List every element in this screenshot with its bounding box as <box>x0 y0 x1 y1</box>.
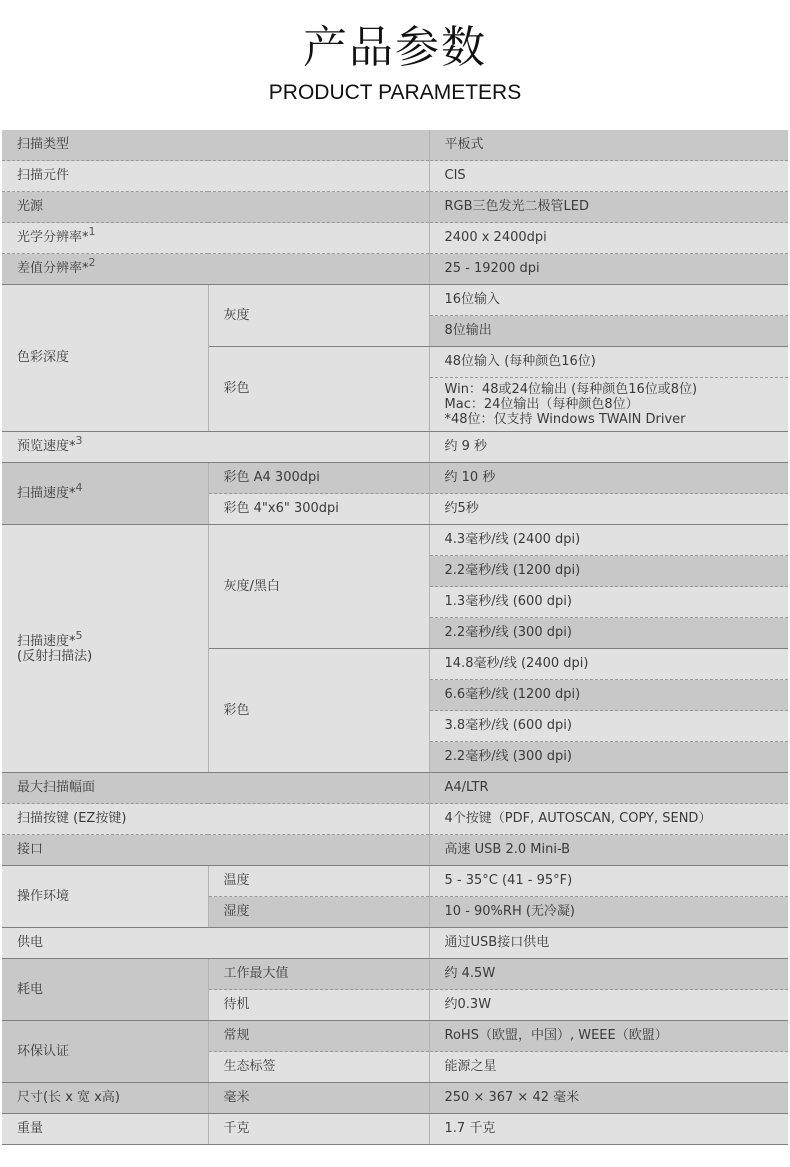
spec-sublabel: 工作最大值 <box>208 959 429 990</box>
spec-sublabel: 彩色 <box>208 347 429 432</box>
spec-value: 14.8毫秒/线 (2400 dpi) <box>429 649 788 680</box>
footnote-marker: 2 <box>88 256 96 269</box>
footnote-marker: 5 <box>75 628 83 642</box>
spec-label: 最大扫描幅面 <box>2 773 429 804</box>
spec-value: 通过USB接口供电 <box>429 928 788 959</box>
spec-value-multiline <box>429 378 788 432</box>
spec-sublabel: 灰度 <box>208 285 429 347</box>
footnote-asterisk: * <box>69 633 76 649</box>
value-line: *48位：仅支持 Windows TWAIN Driver <box>444 412 686 427</box>
table-row <box>2 866 788 897</box>
footnote-asterisk: * <box>82 261 89 276</box>
spec-label: 操作环境 <box>2 866 208 928</box>
spec-value: 约 9 秒 <box>429 432 788 463</box>
spec-value: 高速 USB 2.0 Mini-B <box>429 835 788 866</box>
table-row <box>2 254 788 285</box>
footnote-marker: 3 <box>75 434 83 447</box>
spec-sublabel: 彩色 <box>208 649 429 773</box>
spec-value: 2.2毫秒/线 (1200 dpi) <box>429 556 788 587</box>
spec-label: 光源 <box>2 192 429 223</box>
spec-sublabel: 彩色 A4 300dpi <box>208 463 429 494</box>
spec-value: 约0.3W <box>429 990 788 1021</box>
footnote-marker: 4 <box>75 480 83 494</box>
label-text: 光学分辨率 <box>17 230 83 245</box>
spec-value: 4.3毫秒/线 (2400 dpi) <box>429 525 788 556</box>
spec-value: 1.7 千克 <box>429 1114 788 1145</box>
table-row <box>2 1114 788 1145</box>
spec-sublabel: 常规 <box>208 1021 429 1052</box>
page-subtitle: PRODUCT PARAMETERS <box>268 81 522 104</box>
spec-label: 尺寸(长 x 宽 x高) <box>2 1083 208 1114</box>
spec-label <box>2 223 429 254</box>
footnote-marker: 1 <box>88 225 96 238</box>
spec-value: RGB三色发光二极管LED <box>429 192 788 223</box>
spec-value: 6.6毫秒/线 (1200 dpi) <box>429 680 788 711</box>
page-title: 产品参数 <box>303 22 487 73</box>
spec-sublabel: 灰度/黑白 <box>208 525 429 649</box>
table-row <box>2 1021 788 1052</box>
spec-sublabel: 湿度 <box>208 897 429 928</box>
spec-sublabel: 千克 <box>208 1114 429 1145</box>
label-line: (反射扫描法) <box>17 648 93 664</box>
table-row <box>2 463 788 494</box>
table-row <box>2 285 788 316</box>
spec-value: RoHS（欧盟，中国）, WEEE（欧盟） <box>429 1021 788 1052</box>
table-row <box>2 773 788 804</box>
spec-table <box>2 130 788 1145</box>
spec-value: 5 - 35°C (41 - 95°F) <box>429 866 788 897</box>
spec-sublabel: 生态标签 <box>208 1052 429 1083</box>
table-row <box>2 192 788 223</box>
spec-label <box>2 525 208 773</box>
spec-value: 3.8毫秒/线 (600 dpi) <box>429 711 788 742</box>
label-text: 扫描速度 <box>17 633 70 649</box>
spec-label <box>2 463 208 525</box>
table-row <box>2 959 788 990</box>
spec-sublabel: 待机 <box>208 990 429 1021</box>
spec-value: 平板式 <box>429 130 788 161</box>
value-line: Win：48或24位输出 (每种颜色16位或8位) <box>444 382 698 397</box>
spec-sublabel: 彩色 4"x6" 300dpi <box>208 494 429 525</box>
spec-label: 扫描类型 <box>2 130 429 161</box>
spec-value: 16位输入 <box>429 285 788 316</box>
spec-label: 色彩深度 <box>2 285 208 432</box>
label-text: 预览速度 <box>17 439 70 454</box>
spec-value: 约 4.5W <box>429 959 788 990</box>
spec-value: 8位输出 <box>429 316 788 347</box>
spec-value: 10 - 90%RH (无冷凝) <box>429 897 788 928</box>
spec-label: 扫描按键 (EZ按键) <box>2 804 429 835</box>
table-row <box>2 130 788 161</box>
table-row <box>2 525 788 556</box>
label-line <box>17 628 208 649</box>
spec-label: 耗电 <box>2 959 208 1021</box>
spec-label: 供电 <box>2 928 429 959</box>
footnote-asterisk: * <box>69 439 76 454</box>
spec-value: 2.2毫秒/线 (300 dpi) <box>429 618 788 649</box>
spec-sublabel: 毫米 <box>208 1083 429 1114</box>
spec-value: 250 × 367 × 42 毫米 <box>429 1083 788 1114</box>
spec-label: 环保认证 <box>2 1021 208 1083</box>
table-row <box>2 835 788 866</box>
value-line: Mac：24位输出（每种颜色8位） <box>444 397 639 412</box>
table-row <box>2 804 788 835</box>
spec-value: 4个按键（PDF, AUTOSCAN, COPY, SEND） <box>429 804 788 835</box>
footnote-asterisk: * <box>82 230 89 245</box>
spec-value: CIS <box>429 161 788 192</box>
table-row <box>2 432 788 463</box>
spec-label: 重量 <box>2 1114 208 1145</box>
table-row <box>2 161 788 192</box>
spec-value: 25 - 19200 dpi <box>429 254 788 285</box>
table-row <box>2 928 788 959</box>
spec-value: 48位输入 (每种颜色16位) <box>429 347 788 378</box>
spec-sublabel: 温度 <box>208 866 429 897</box>
spec-label <box>2 432 429 463</box>
spec-label <box>2 254 429 285</box>
label-text: 差值分辨率 <box>17 261 83 276</box>
spec-value: 约 10 秒 <box>429 463 788 494</box>
label-text: 扫描速度 <box>17 485 70 501</box>
spec-label: 扫描元件 <box>2 161 429 192</box>
spec-value: 2400 x 2400dpi <box>429 223 788 254</box>
spec-value: 2.2毫秒/线 (300 dpi) <box>429 742 788 773</box>
spec-value: 约5秒 <box>429 494 788 525</box>
table-row <box>2 223 788 254</box>
spec-label: 接口 <box>2 835 429 866</box>
spec-value: 能源之星 <box>429 1052 788 1083</box>
spec-value: A4/LTR <box>429 773 788 804</box>
table-row <box>2 1083 788 1114</box>
footnote-asterisk: * <box>69 485 76 501</box>
spec-value: 1.3毫秒/线 (600 dpi) <box>429 587 788 618</box>
